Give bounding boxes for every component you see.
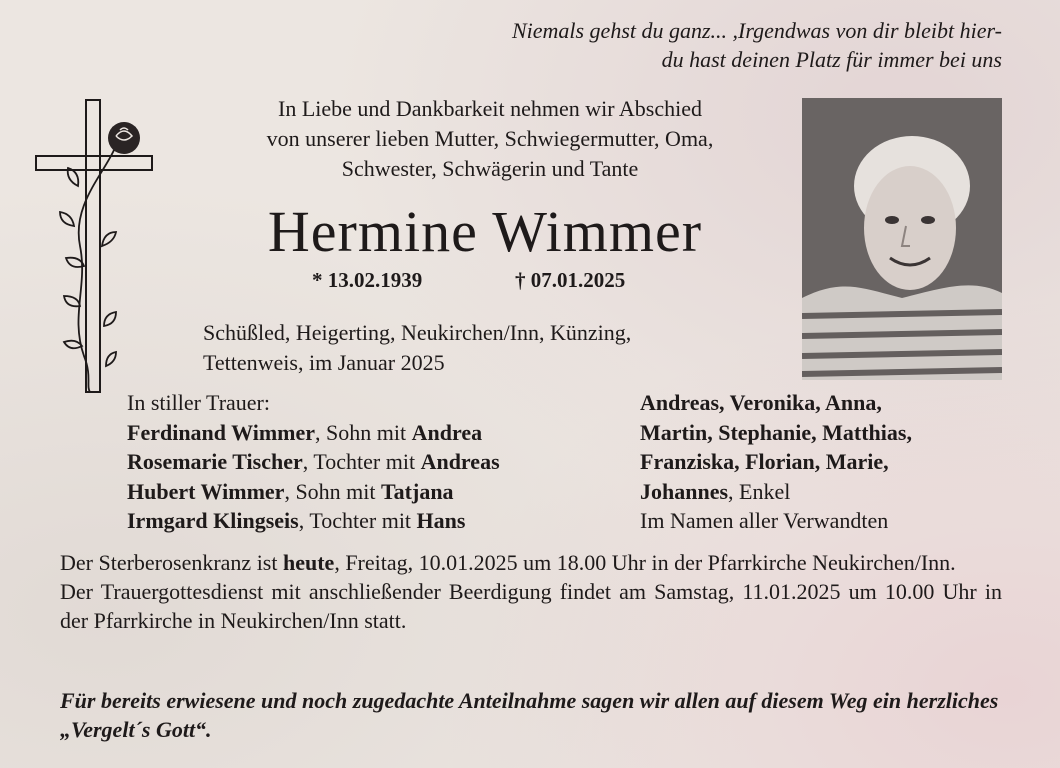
cross-with-rose-icon (32, 96, 156, 396)
intro-line-1: In Liebe und Dankbarkeit nehmen wir Abschied (278, 96, 702, 121)
funeral-notice: Der Trauergottesdienst mit anschließender Beerdigung findet am Samstag, 11.01.2025 um 10.00 Uhr in der Pfarrkirche in Neukirchen/Inn statt. (60, 579, 1002, 633)
grandchildren-names-2: Martin, Stephanie, Matthias, (640, 419, 912, 445)
deceased-name: Hermine Wimmer (267, 199, 703, 264)
service-notice (60, 548, 1002, 635)
mourners-heading: In stiller Trauer: (127, 390, 270, 415)
intro-line-2: von unserer lieben Mutter, Schwiegermutter, Oma, (266, 126, 714, 151)
mourner-partner: Hans (416, 508, 466, 533)
mourner-relation: , Sohn mit (284, 478, 382, 504)
grandchildren-line-3 (640, 447, 912, 477)
grandchildren-names-4: Johannes (640, 478, 729, 504)
motto (512, 16, 1002, 74)
places-line-2: Tettenweis, im Januar 2025 (203, 350, 445, 375)
mourner-row (127, 418, 500, 448)
mourner-name: Hubert Wimmer (127, 478, 285, 504)
mourner-name: Ferdinand Wimmer (127, 419, 316, 445)
birth-date: * 13.02.1939 (312, 268, 423, 292)
grandchildren-names-1: Andreas, Veronika, Anna, (640, 390, 882, 415)
mourner-relation: , Tochter mit (298, 508, 417, 533)
grandchildren-list (640, 388, 912, 536)
mourner-partner: Andrea (411, 419, 483, 445)
grandchildren-line-2 (640, 418, 912, 448)
relatives-line: Im Namen aller Verwandten (640, 508, 889, 533)
places-text (203, 318, 631, 378)
mourners-list (127, 388, 500, 536)
grandchildren-names-3: Franziska, Florian, Marie, (640, 449, 889, 474)
rosary-today: heute (282, 550, 335, 575)
mourner-row (127, 447, 500, 477)
rosary-text-b: , Freitag, 10.01.2025 um 18.00 Uhr in der Pfarrkirche Neukirchen/Inn. (334, 550, 956, 575)
motto-line-1: Niemals gehst du ganz... ,Irgendwas von dir bleibt hier- (511, 18, 1002, 43)
mourner-row (127, 506, 500, 536)
grandchildren-relation: , Enkel (728, 478, 791, 504)
mourner-relation: , Tochter mit (302, 449, 421, 474)
grandchildren-line-4 (640, 477, 912, 507)
intro-text (200, 94, 780, 184)
mourner-name: Rosemarie Tischer (127, 449, 303, 474)
death-date: † 07.01.2025 (515, 268, 626, 292)
grandchildren-line-1 (640, 388, 912, 418)
portrait-illustration (802, 98, 1002, 380)
intro-line-3: Schwester, Schwägerin und Tante (341, 156, 639, 181)
portrait-photo (802, 98, 1002, 380)
rosary-notice (60, 548, 1002, 577)
rosary-text-a: Der Sterberosenkranz ist (60, 550, 283, 575)
mourner-row (127, 477, 500, 507)
closing-thanks: Für bereits erwiesene und noch zugedachte Anteilnahme sagen wir allen auf diesem Weg ein herzliches „Vergelt´s Gott“. (60, 688, 999, 742)
mourner-partner: Tatjana (381, 478, 454, 504)
mourner-relation: , Sohn mit (315, 419, 412, 445)
places-line-1: Schüßled, Heigerting, Neukirchen/Inn, Künzing, (203, 320, 632, 345)
mourner-partner: Andreas (420, 449, 500, 474)
mourner-name: Irmgard Klingseis (127, 508, 299, 533)
motto-line-2: du hast deinen Platz für immer bei uns (661, 47, 1002, 72)
